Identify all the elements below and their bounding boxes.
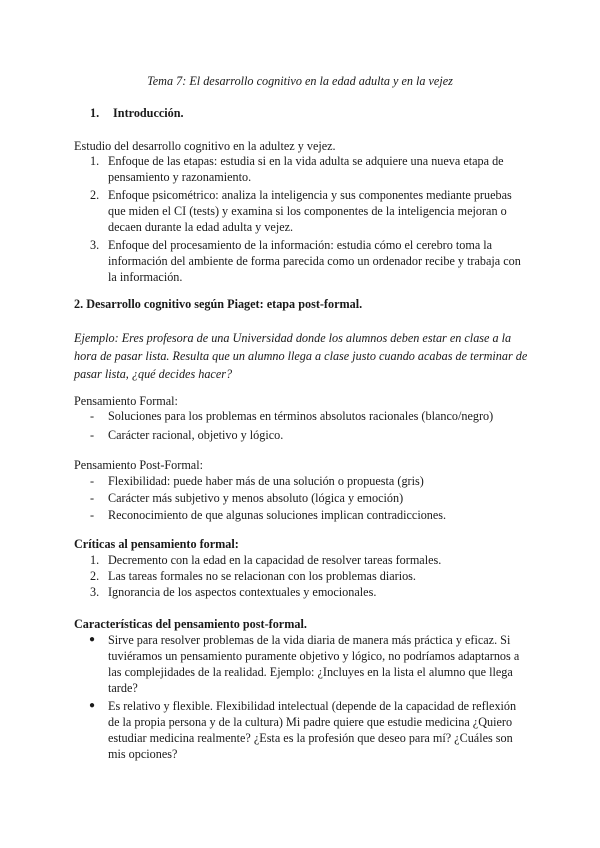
dash-marker: -	[90, 508, 95, 522]
bullet-marker: ●	[89, 700, 96, 711]
dash-marker: -	[90, 409, 95, 423]
list-item-line: Enfoque psicométrico: analiza la inteligencia y sus componentes mediante pruebas	[108, 188, 512, 202]
list-item-line: Enfoque de las etapas: estudia si en la vida adulta se adquiere una nueva etapa de	[108, 154, 504, 168]
list-item	[74, 473, 534, 489]
dash-marker: -	[90, 428, 95, 442]
caracteristicas-list	[74, 632, 534, 762]
list-item-line: tarde?	[108, 681, 138, 695]
section-1-intro: Estudio del desarrollo cognitivo en la adultez y vejez.	[74, 139, 336, 153]
list-item-text: Reconocimiento de que algunas soluciones implican contradicciones.	[108, 508, 447, 522]
formal-list	[74, 408, 534, 443]
example-line: hora de pasar lista. Resulta que un alumno llega a clase justo cuando acabas de terminar de	[74, 349, 528, 363]
list-item-line: información del ambiente de forma parecida como un ordenador recibe y trabaja con	[108, 254, 521, 268]
list-item	[74, 632, 534, 696]
list-number: 1.	[90, 154, 100, 168]
list-item-line: Enfoque del procesamiento de la información: estudia cómo el cerebro toma la	[108, 238, 493, 252]
list-item	[74, 408, 534, 424]
list-item-line: las complejidades de la realidad. Ejemplo: ¿Incluyes en la lista el alumno que llega	[108, 665, 513, 679]
list-item	[74, 584, 534, 600]
list-item-line: mis opciones?	[108, 747, 178, 761]
caracteristicas-heading: Características del pensamiento post-formal.	[74, 617, 307, 631]
list-item	[74, 507, 534, 523]
criticas-heading: Críticas al pensamiento formal:	[74, 537, 239, 551]
document-title: Tema 7: El desarrollo cognitivo en la edad adulta y en la vejez	[147, 74, 453, 88]
list-item-text: Las tareas formales no se relacionan con los problemas diarios.	[108, 569, 416, 583]
list-item-line: Sirve para resolver problemas de la vida diaria de manera más práctica y eficaz. Si	[108, 633, 511, 647]
example-line: Ejemplo: Eres profesora de una Universidad donde los alumnos deben estar en clase a la	[74, 331, 512, 345]
list-item-text: Carácter más subjetivo y menos absoluto (lógica y emoción)	[108, 491, 404, 505]
list-item-line: la información.	[108, 270, 183, 284]
list-item	[74, 427, 534, 443]
section-1-title: Introducción.	[113, 106, 184, 120]
list-item-text: Decremento con la edad en la capacidad de resolver tareas formales.	[108, 553, 442, 567]
list-item-text: Carácter racional, objetivo y lógico.	[108, 428, 284, 442]
section-1-heading	[90, 105, 184, 121]
list-item-line: que miden el CI (tests) y examina si los componentes de la inteligencia mejoran o	[108, 204, 507, 218]
dash-marker: -	[90, 474, 95, 488]
list-item	[74, 237, 534, 285]
formal-label: Pensamiento Formal:	[74, 394, 178, 408]
list-item	[74, 552, 534, 568]
list-number: 3.	[90, 238, 100, 252]
bullet-marker: ●	[89, 634, 96, 645]
approaches-list	[74, 153, 534, 285]
list-number: 2.	[90, 188, 100, 202]
list-item-text: Soluciones para los problemas en términos absolutos racionales (blanco/negro)	[108, 409, 494, 423]
dash-marker: -	[90, 491, 95, 505]
example-paragraph	[74, 330, 544, 382]
list-item-text: Ignorancia de los aspectos contextuales y emocionales.	[108, 585, 377, 599]
list-number: 3.	[90, 585, 100, 599]
list-item-text: Flexibilidad: puede haber más de una solución o propuesta (gris)	[108, 474, 424, 488]
section-2-heading: 2. Desarrollo cognitivo según Piaget: etapa post-formal.	[74, 297, 363, 311]
postformal-list	[74, 473, 534, 523]
example-line: pasar lista, ¿qué decides hacer?	[74, 367, 233, 381]
list-item-line: tuviéramos un pensamiento puramente objetivo y lógico, no podríamos adaptarnos a	[108, 649, 520, 663]
list-item-line: decaen durante la edad adulta y vejez.	[108, 220, 294, 234]
postformal-label: Pensamiento Post-Formal:	[74, 458, 203, 472]
list-item-line: de la propia persona y de la cultura) Mi padre quiere que estudie medicina ¿Quiero	[108, 715, 513, 729]
list-item-line: estudiar medicina realmente? ¿Esta es la profesión que deseo para mí? ¿Cuáles son	[108, 731, 513, 745]
section-1-number: 1.	[90, 106, 100, 120]
list-item	[74, 568, 534, 584]
list-item	[74, 153, 534, 185]
list-item-line: Es relativo y flexible. Flexibilidad intelectual (depende de la capacidad de reflexión	[108, 699, 517, 713]
list-number: 2.	[90, 569, 100, 583]
list-item	[74, 490, 534, 506]
list-number: 1.	[90, 553, 100, 567]
list-item	[74, 187, 534, 235]
list-item-line: pensamiento y razonamiento.	[108, 170, 252, 184]
list-item	[74, 698, 534, 762]
criticas-list	[74, 552, 534, 600]
